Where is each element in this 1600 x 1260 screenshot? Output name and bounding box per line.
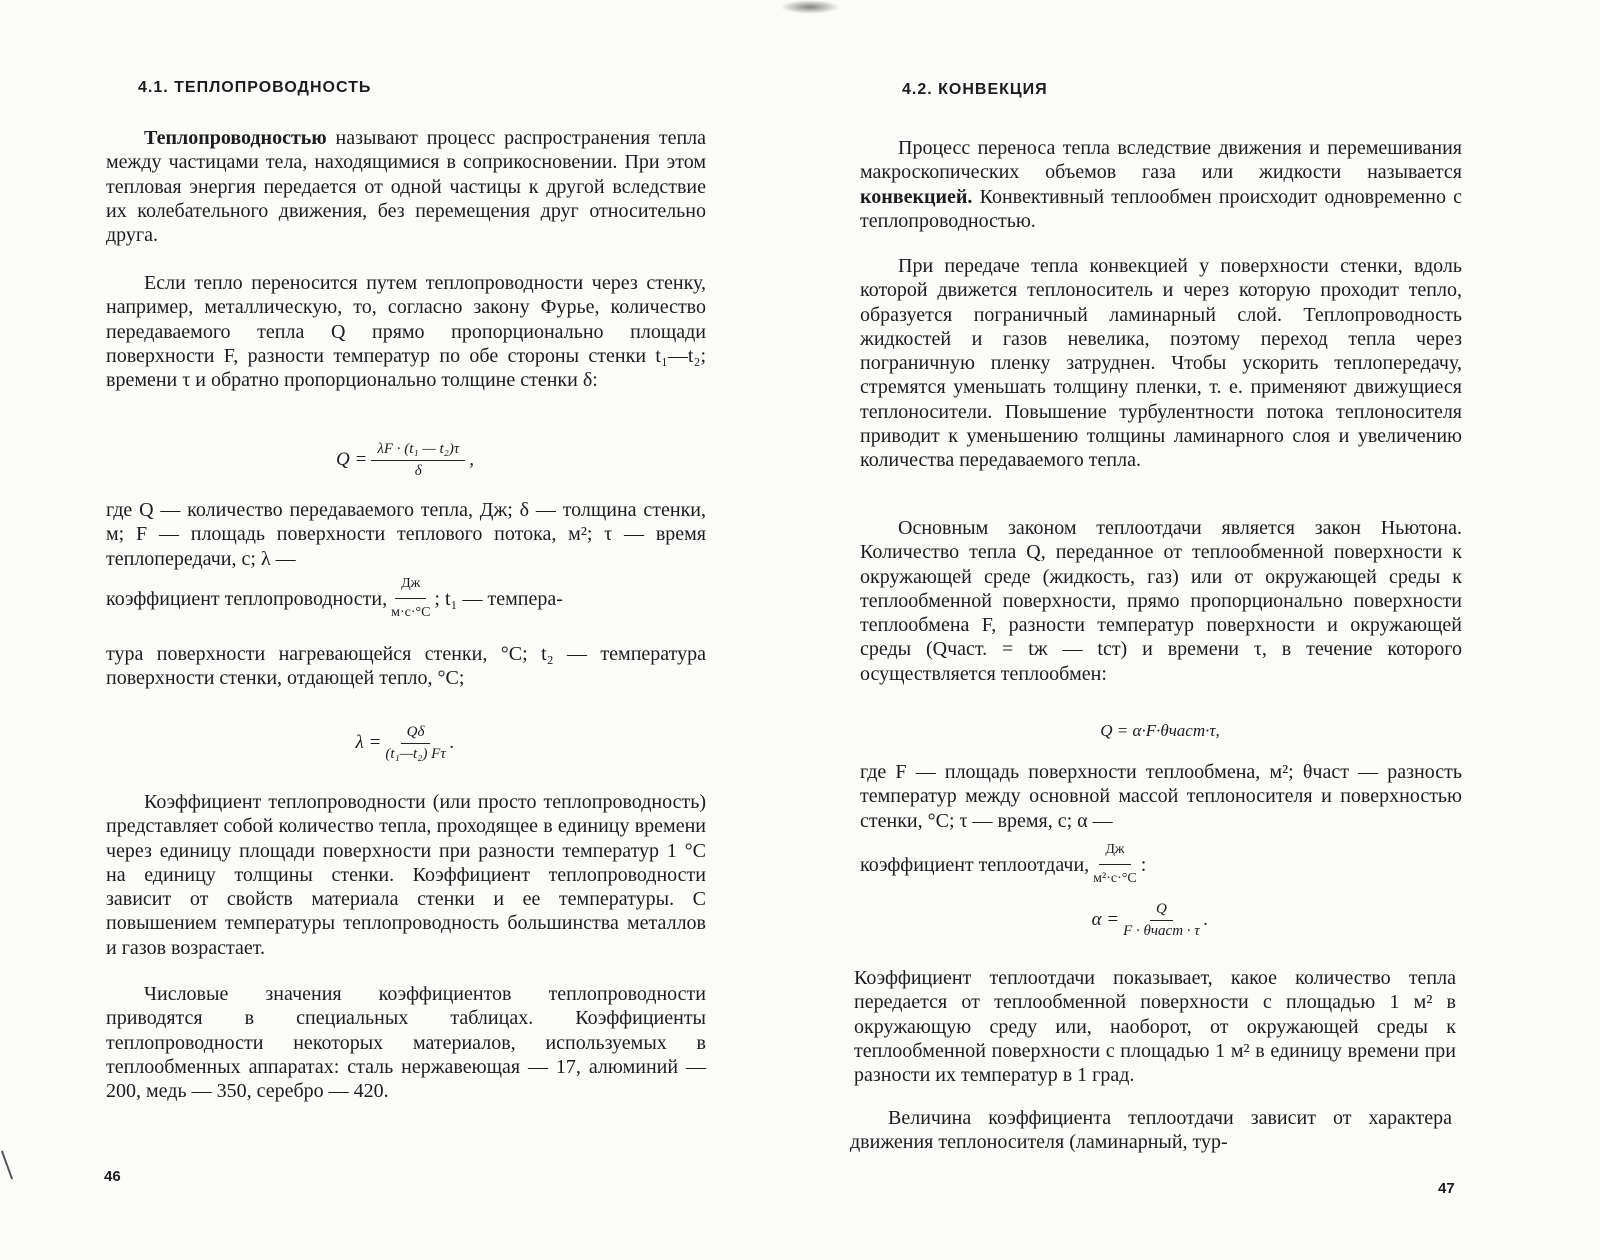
paragraph: Если тепло переносится путем теплопроводности через стенку, например, металлическую, то, согласно закону Фурье, количество передаваемого тепла Q прямо пропорционально площади поверхности F, разности температур по обе стороны стенки t₁—t₂; времени τ и обратно пропорционально толщине стенки δ:: [106, 272, 706, 392]
paragraph: [106, 126, 706, 247]
line-text: ; t₁ — темпера-: [434, 587, 563, 610]
formula-newton: Q = α·F·θчаст·τ,: [1100, 721, 1220, 740]
line-text: коэффициент теплоотдачи,: [860, 853, 1090, 876]
unit-denominator: м·с·°С: [391, 605, 431, 621]
page-number: 46: [104, 1168, 121, 1185]
right-page: [790, 0, 1600, 1260]
unit-numerator: Дж: [1099, 838, 1130, 865]
paragraph: При передаче тепла конвекцией у поверхности стенки, вдоль которой движется теплоноситель и через которую проходит тепло, образуется пограничный ламинарный слой. Теплопроводность жидкостей и газов невелика, поэтому переход тепла через пограничную пленку затруднен. Чтобы ускорить теплопередачу, стремятся уменьшать толщину пленки, т. е. применяют движущиеся теплоносители. Повышение турбулентности потока теплоносителя приводит к уменьшению толщины ламинарного слоя и увеличению количества передаваемого тепла.: [860, 255, 1462, 472]
left-page: [0, 0, 790, 1260]
formula-fourier: [300, 432, 510, 488]
formula-lhs: Q =: [336, 449, 368, 470]
term-bold: Теплопроводностью: [144, 127, 327, 149]
section-heading-4-1: 4.1. ТЕПЛОПРОВОДНОСТЬ: [138, 79, 372, 96]
formula-lhs: λ =: [355, 732, 382, 753]
paragraph-text: называют процесс распространения тепла между частицами тела, находящимися в соприкосновении. При этом тепловая энергия передается от одной частицы к другой вследствие их колебательного движения, без перемещения друг относительно друга.: [106, 127, 706, 247]
paragraph: где F — площадь поверхности теплообмена, м²; θчаст — разность температур между основной массой теплоносителя и поверхностью стенки, °С; τ — время, с; α —: [860, 761, 1462, 832]
line-text: :: [1140, 853, 1147, 876]
formula-fraction: [385, 724, 445, 763]
formula-fraction: [1123, 901, 1200, 940]
paragraph: Величина коэффициента теплоотдачи зависит от характера движения теплоносителя (ламинарный, тур-: [850, 1107, 1452, 1154]
paragraph: Коэффициент теплоотдачи показывает, какое количество тепла передается от теплообменной поверхности с площадью 1 м² в окружающую среду или, наоборот, от окружающей среды к теплообменной поверхности с площадью 1 м² в единицу времени при разности их температур в 1 град.: [854, 967, 1456, 1087]
term-bold: конвекцией.: [860, 185, 973, 208]
paragraph-text: Процесс переноса тепла вследствие движения и перемешивания макроскопических объемов газа или жидкости называется: [860, 137, 1462, 184]
page-number: 47: [1438, 1180, 1455, 1197]
formula-fraction: [371, 441, 465, 480]
unit-numerator: Дж: [395, 572, 426, 599]
paragraph: Коэффициент теплопроводности (или просто теплопроводность) представляет собой количество тепла, проходящее в единицу времени через единицу площади поверхности при разности температур 1 °С на единицу толщины стенки. Коэффициент теплопроводности зависит от свойств материала стенки и ее температуры. С повышением температуры теплопроводность большинства металлов и газов возрастает.: [106, 791, 706, 959]
formula-denominator: (t₁—t₂) Fτ: [385, 745, 446, 762]
formula-denominator: F · θчаст · τ: [1123, 922, 1200, 939]
paragraph-line: [106, 572, 706, 626]
formula-lambda: [320, 715, 490, 771]
unit-denominator: м²·с·°С: [1093, 871, 1137, 887]
paragraph: где Q — количество передаваемого тепла, Дж; δ — толщина стенки, м; F — площадь поверхности теплового потока, м²; τ — время теплопередачи, с; λ —: [106, 499, 706, 570]
unit-fraction: [391, 572, 430, 626]
formula-alpha: [1060, 892, 1240, 948]
formula-punct: .: [449, 732, 455, 753]
formula-punct: ,: [469, 449, 474, 470]
paragraph: тура поверхности нагревающейся стенки, °С; t₂ — температура поверхности стенки, отдающей тепло, °С;: [106, 643, 706, 690]
line-text: коэффициент теплопроводности,: [106, 587, 388, 610]
formula-numerator: λF · (t₁ — t₂)τ: [371, 441, 465, 461]
formula-punct: .: [1203, 909, 1209, 930]
formula-denominator: δ: [414, 462, 422, 479]
paragraph-line: [860, 838, 1462, 892]
section-heading-4-2: 4.2. КОНВЕКЦИЯ: [902, 81, 1048, 98]
paragraph: Основным законом теплоотдачи является закон Ньютона. Количество тепла Q, переданное от теплообменной поверхности к окружающей среде (жидкость, газ) или от окружающей среды к теплообменной поверхности, прямо пропорционально поверхности теплообмена F, разности температур поверхности и окружающей среды (Qчаст. = tж — tст) и времени τ, в течение которого осуществляется теплообмен:: [860, 517, 1462, 685]
formula-numerator: Q: [1150, 901, 1173, 921]
paragraph-text: Конвективный теплообмен происходит одновременно с теплопроводностью.: [860, 185, 1462, 232]
formula-numerator: Qδ: [401, 724, 431, 744]
paragraph: [860, 136, 1462, 233]
paragraph: Числовые значения коэффициентов теплопроводности приводятся в специальных таблицах. Коэффициенты теплопроводности некоторых материалов, используемых в теплообменных аппаратах: сталь нержавеющая — 17, алюминий — 200, медь — 350, серебро — 420.: [106, 983, 706, 1103]
unit-fraction: [1093, 838, 1137, 892]
formula-lhs: α =: [1091, 909, 1120, 930]
